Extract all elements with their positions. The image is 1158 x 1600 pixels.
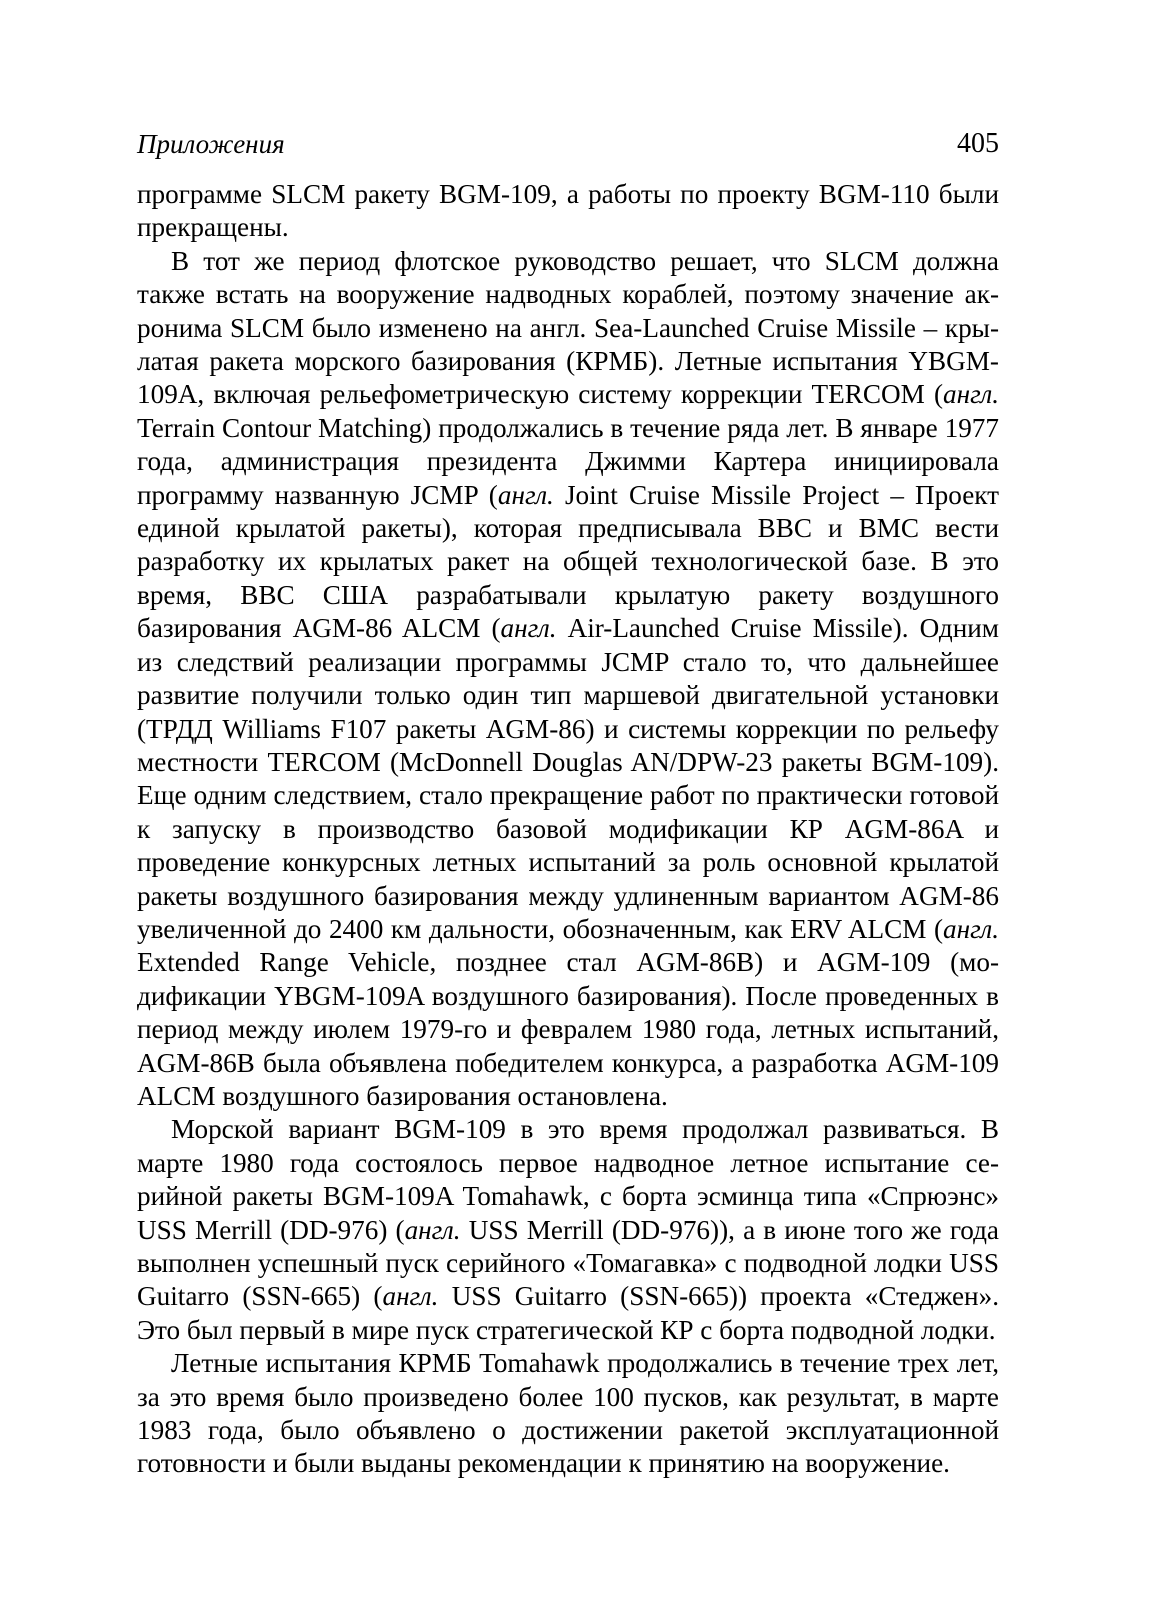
text-segment: Air-Launched Cruise Missile). Одним из следствий реализации программы JCMP стало то, что дальнейшее развитие получили только один тип маршевой двигательной установки (ТРДД Williams F107 ракеты AGM-86) и системы коррекции по рельефу местности TERCOM (McDonnell Douglas AN/DPW-23 ракеты BGM-109). Еще одним следствием, стало прекращение работ по практически готовой к запуску в производство базовой модификации КР AGM-86A и проведение конкурсных летных испытаний за роль основной крылатой ракеты воздушного базирования между удлиненным вариантом AGM-86 увеличенной до 2400 км дальности, обозначенным, как ERV ALCM (	[137, 613, 999, 944]
body-text	[137, 178, 999, 1481]
text-segment: Terrain Contour Matching) продолжались в течение ряда лет. В январе 1977 года, администрация президента Джимми Картера инициировала программу названную JCMP (	[137, 412, 999, 510]
text-segment: Joint Cruise Missile Project – Проект единой крылатой ракеты), которая предписывала ВВС и ВМС вести разработку их крылатых ракет на общей технологической базе. В это время, ВВС США разрабатывали крылатую ракету воздушного базирования AGM-86 ALCM (	[137, 479, 999, 644]
italic-abbreviation: англ.	[943, 379, 999, 410]
italic-abbreviation: англ.	[497, 479, 554, 510]
italic-abbreviation: англ.	[382, 1281, 439, 1312]
italic-abbreviation: англ.	[943, 913, 999, 944]
paragraph	[137, 245, 999, 1114]
text-segment: Летные испытания КРМБ Tomahawk продолжались в течение трех лет, за это время было произведено более 100 пусков, как результат, в марте 1983 года, было объявлено о достижении ракетой эксплуатационной готовности и были выданы рекомендации к принятию на вооружение.	[137, 1348, 999, 1479]
text-segment: Extended Range Vehicle, позднее стал AGM-86B) и AGM-109 (модификации YBGM-109A воздушного базирования). После проведенных в период между июлем 1979-го и февралем 1980 года, летных испытаний, AGM-86B была объявлена победителем конкурса, а разработка AGM-109 ALCM воздушного базирования остановлена.	[137, 947, 999, 1111]
running-title: Приложения	[137, 129, 285, 159]
text-segment: программе SLCM ракету BGM-109, а работы по проекту BGM-110 были прекращены.	[137, 179, 999, 243]
text-segment: В тот же период флотское руководство решает, что SLCM должна также встать на вооружение надводных кораблей, поэтому значение акронима SLCM было изменено на англ. Sea-Launched Cruise Missile – крылатая ракета морского базирования (КРМБ). Летные испытания YBGM-109A, включая рельефометрическую систему коррекции TERCOM (	[137, 245, 999, 410]
paragraph	[137, 178, 999, 245]
text-segment: USS Merrill (DD-976)), а в июне того же года выполнен успешный пуск серийного «Томагавка» с подводной лодки USS Guitarro (SSN-665) (	[137, 1214, 1000, 1312]
paragraph	[137, 1113, 999, 1347]
text-segment: Морской вариант BGM-109 в это время продолжал развиваться. В марте 1980 года состоялось первое надводное летное испытание серийной ракеты BGM-109A Tomahawk, с борта эсминца типа «Спрюэнс» USS Merrill (DD-976) (	[137, 1114, 999, 1245]
italic-abbreviation: англ.	[500, 613, 557, 644]
italic-abbreviation: англ.	[404, 1214, 461, 1245]
page-number: 405	[957, 128, 999, 159]
paragraph	[137, 1347, 999, 1481]
running-header	[137, 128, 999, 168]
text-segment: USS Guitarro (SSN-665)) проекта «Стеджен». Это был первый в мире пуск стратегической КР с борта подводной лодки.	[137, 1281, 999, 1345]
